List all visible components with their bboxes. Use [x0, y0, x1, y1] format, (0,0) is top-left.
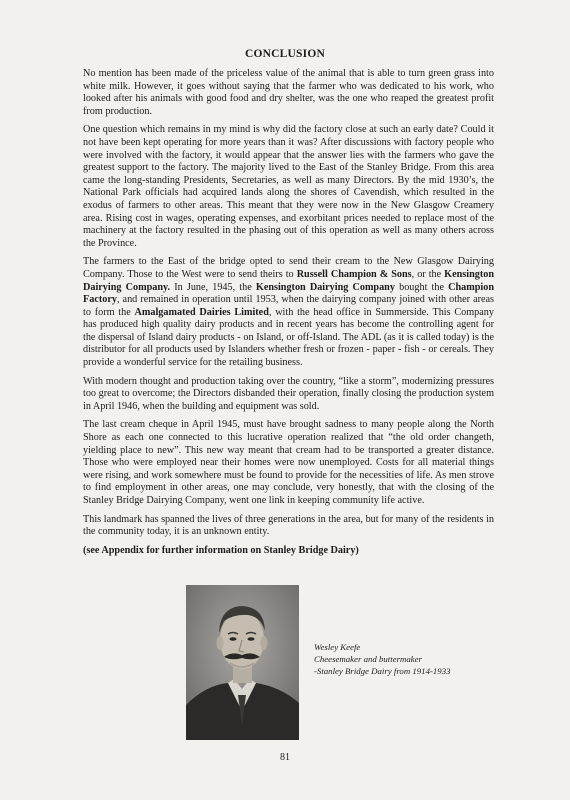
paragraph: [83, 68, 494, 118]
photo-caption: [314, 641, 494, 677]
bold-text-run: Amalgamated Dairies Limited: [134, 306, 269, 318]
text-run: , with the head office in Summerside. This Company has produced high quality dairy products and in recent years has become the controlling agent for the dispersal of Island dairy products - on Island, or off-Island. The ADL (as it is called today) is the distributor for all products used by Islanders whether fresh or frozen - paper - fish - or cereals. They provide a wonderful service for the retailing business.: [83, 306, 494, 369]
bold-text-run: Champion Factory: [83, 281, 494, 306]
bold-text-run: Kensington Dairying Company.: [83, 268, 494, 293]
text-run: This landmark has spanned the lives of three generations in the area, but for many of the residents in the community today, it is an unknown entity.: [83, 513, 494, 538]
text-run: No mention has been made of the priceless value of the animal that is able to turn green grass into white milk. However, it goes without saying that the farmer who was dedicated to his work, who looked after his animals with good food and dry shelter, was the one who reaped the greatest profit from production.: [83, 68, 494, 117]
paragraph: [83, 256, 494, 369]
portrait-illustration: [186, 585, 299, 740]
portrait-photo: [186, 585, 299, 740]
bold-text-run: Russell Champion & Sons: [296, 268, 412, 280]
text-run: One question which remains in my mind is why did the factory close at such an early date? Could it not have been kept operating for more years than it was? After discussions with factory people who were involved with the factory, it would appear that the answer lies with the farmers who gave the greatest support to the factory. The majority lived to the East of the Stanley Bridge. From this area came the long-standing Presidents, Secretaries, as well as many Directors. By the mid 1930’s, the National Park officials had acquired lands along the shores of Cavendish, which resulted in the exodus of farmers to other areas. This meant that they were now in the New Glasgow Creamery area. Rising cost in wages, operating expenses, and exorbitant prices needed to replace most of the machinery at the factory resulted in the phasing out of this operation as well as many others across the Province.: [83, 124, 494, 249]
text-run: The farmers to the East of the bridge opted to send their cream to the New Glasgow Dairying Company. Those to the West were to send theirs to: [83, 256, 494, 280]
paragraph: [83, 376, 494, 414]
text-run: With modern thought and production taking over the country, “like a storm”, modernizing pressures too great to overcome; the Directors disbanded their operation, finally closing the production system in April 1946, when the building and equipment was sold.: [83, 375, 494, 412]
caption-role: Cheesemaker and buttermaker: [314, 654, 422, 664]
body-text: [83, 68, 494, 557]
appendix-note: (see Appendix for further information on Stanley Bridge Dairy): [83, 544, 359, 556]
page-heading: CONCLUSION: [245, 48, 325, 60]
text-run: The last cream cheque in April 1945, must have brought sadness to many people along the North Shore as each one connected to this lucrative operation realized that “the old order changeth, yielding place to new”. This new way meant that cream had to be transported a greater distance. Those who were employed near their homes were now unemployed. Costs for all material things were rising, and work somewhere must be found to provide for the necessities of life. As men strove to find employment in other areas, one may conclude, very honestly, that with the closing of the Stanley Bridge Dairying Company, went one link in keeping community life active.: [83, 419, 494, 506]
text-run: , or the: [411, 268, 445, 280]
paragraph: [83, 419, 494, 507]
page-number: 81: [280, 752, 290, 763]
text-run: bought the: [394, 281, 449, 293]
bold-text-run: Kensington Dairying Company: [255, 281, 395, 293]
text-run: , and remained in operation until 1953, when the dairying company joined with other areas to form the: [83, 294, 494, 318]
caption-tenure: -Stanley Bridge Dairy from 1914-1933: [314, 666, 451, 676]
paragraph: [83, 514, 494, 539]
text-run: In June, 1945, the: [170, 281, 256, 293]
paragraph-list: [83, 68, 494, 539]
caption-name: Wesley Keefe: [314, 642, 361, 652]
paragraph: [83, 124, 494, 250]
